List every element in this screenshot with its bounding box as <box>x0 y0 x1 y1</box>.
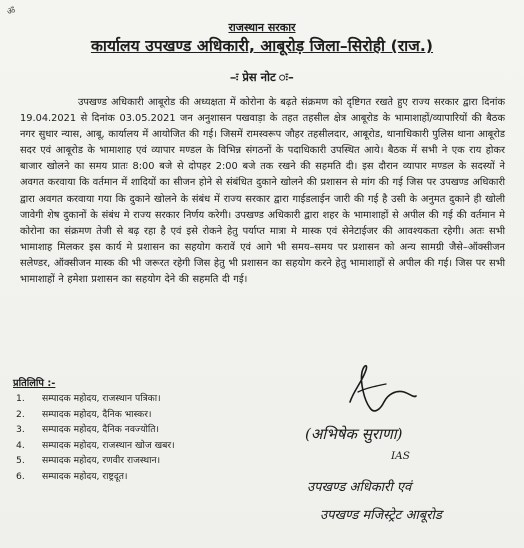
cc-item-number: 6. <box>16 470 25 482</box>
press-note-body: उपखण्ड अधिकारी आबूरोड की अध्यक्षता में कोरोना के बढ़ते संक्रमण को दृष्टिगत रखते हुए राज्य सरकार द्वारा दिनांक 19.04.2021 से दिनांक 03.05.2021 जन अनुशासन पखवाड़ा के तहत तहसील क्षेत्र आबूरोड के भामाशाहों/व्यापारियों की बैठक नगर सुधार न्यास, आबू, कार्यालय में आयोजित की गई। जिसमें रामस्वरूप जौहर तहसीलदार, आबूरोड, थानाधिकारी पुलिस थाना आबूरोड सदर एवं आबूरोड के भामाशाह एवं व्यापार मण्डल के विभिन्न संगठनों के पदाधिकारी उपस्थित आये। बैठक में सभी ने एक राय होकर बाजार खोलने का समय प्रातः 8:00 बजे से दोपहर 2:00 बजे तक रखने की सहमति दी। इस दौरान व्यापार मण्डल के सदस्यों ने अवगत करवाया कि वर्तमान में शादियों का सीजन होने से संबंधित दुकाने खोलने की प्रशासन से मांग की गई जिस पर उपखण्ड अधिकारी द्वारा अवगत करवाया गया कि दुकाने खोलने के संबंध में राज्य सरकार द्वारा गाईडलाईन जारी की गई है उसी के अनुमत दुकाने ही खोली जावेगी शेष दुकानों के संबंध मे राज्य सरकार निर्णय करेगी। उपखण्ड अधिकारी द्वारा शहर के भामाशाहों से अपील की गई की वर्तमान मे कोरोना का संक्रमण तेजी से बढ़ रहा है एवं इसे रोकने हेतु पर्याप्त मात्रा मे मास्क एवं सेनेटाईजर की आवश्यकता रहेगी। अतः सभी भामाशाह मिलकर इस कार्य मे प्रशासन का सहयोग करावें एवं आगे भी समय–समय पर प्रशासन को अन्य सामग्री जैसे–ऑक्सीजन सलेण्डर, ऑक्सीजन मास्क की भी जरूरत रहेगी जिस हेतु भी प्रशासन का सहयोग करने हेतु भामाशाहों से अपील की गई। जिस पर सभी भामाशाहों ने हमेशा प्रशासन का सहयोग देने की सहमति दी गई। <box>20 97 505 286</box>
header-state: राजस्थान सरकार <box>228 21 296 34</box>
signatory-name: (अभिषेक सुराणा) <box>305 425 403 443</box>
header-office: कार्यालय उपखण्ड अधिकारी, आबूरोड़ जिला–सिरोही (राज.) <box>90 37 434 55</box>
cc-item-text: सम्पादक महोदय, राजस्थान पत्रिका। <box>42 393 161 404</box>
cc-item <box>16 469 175 485</box>
cc-item-number: 3. <box>16 424 25 436</box>
cc-heading: प्रतिलिपि :- <box>13 378 56 389</box>
cc-item <box>16 438 175 454</box>
cc-item-text: सम्पादक महोदय, रणवीर राजस्थान। <box>42 455 161 467</box>
cc-item-text: सम्पादक महोदय, दैनिक नवज्योति। <box>42 424 159 436</box>
cc-item-text: सम्पादक महोदय, राष्ट्रदूत। <box>42 470 128 482</box>
cc-item-text: सम्पादक महोदय, राजस्थान खोज खबर। <box>42 439 175 451</box>
press-note-title: –ः प्रेस नोट ः– <box>230 70 294 84</box>
cc-item-text: सम्पादक महोदय, दैनिक भास्कर। <box>42 408 152 420</box>
cc-item-number: 5. <box>16 455 25 467</box>
signatory-designation-line2: उपखण्ड मजिस्ट्रेट आबूरोड <box>320 508 442 523</box>
cc-item <box>16 407 175 423</box>
cc-list <box>16 391 175 485</box>
cc-item <box>16 422 175 438</box>
signatory-designation-line1: उपखण्ड अधिकारी एवं <box>307 480 412 495</box>
handwritten-signature <box>340 362 420 422</box>
cc-item-number: 1. <box>16 393 25 404</box>
signatory-service: IAS <box>391 450 410 462</box>
cc-item <box>16 391 175 407</box>
cc-item <box>16 453 175 469</box>
corner-mark: ॐ <box>7 7 16 17</box>
cc-item-number: 4. <box>16 439 25 451</box>
cc-item-number: 2. <box>16 408 25 420</box>
